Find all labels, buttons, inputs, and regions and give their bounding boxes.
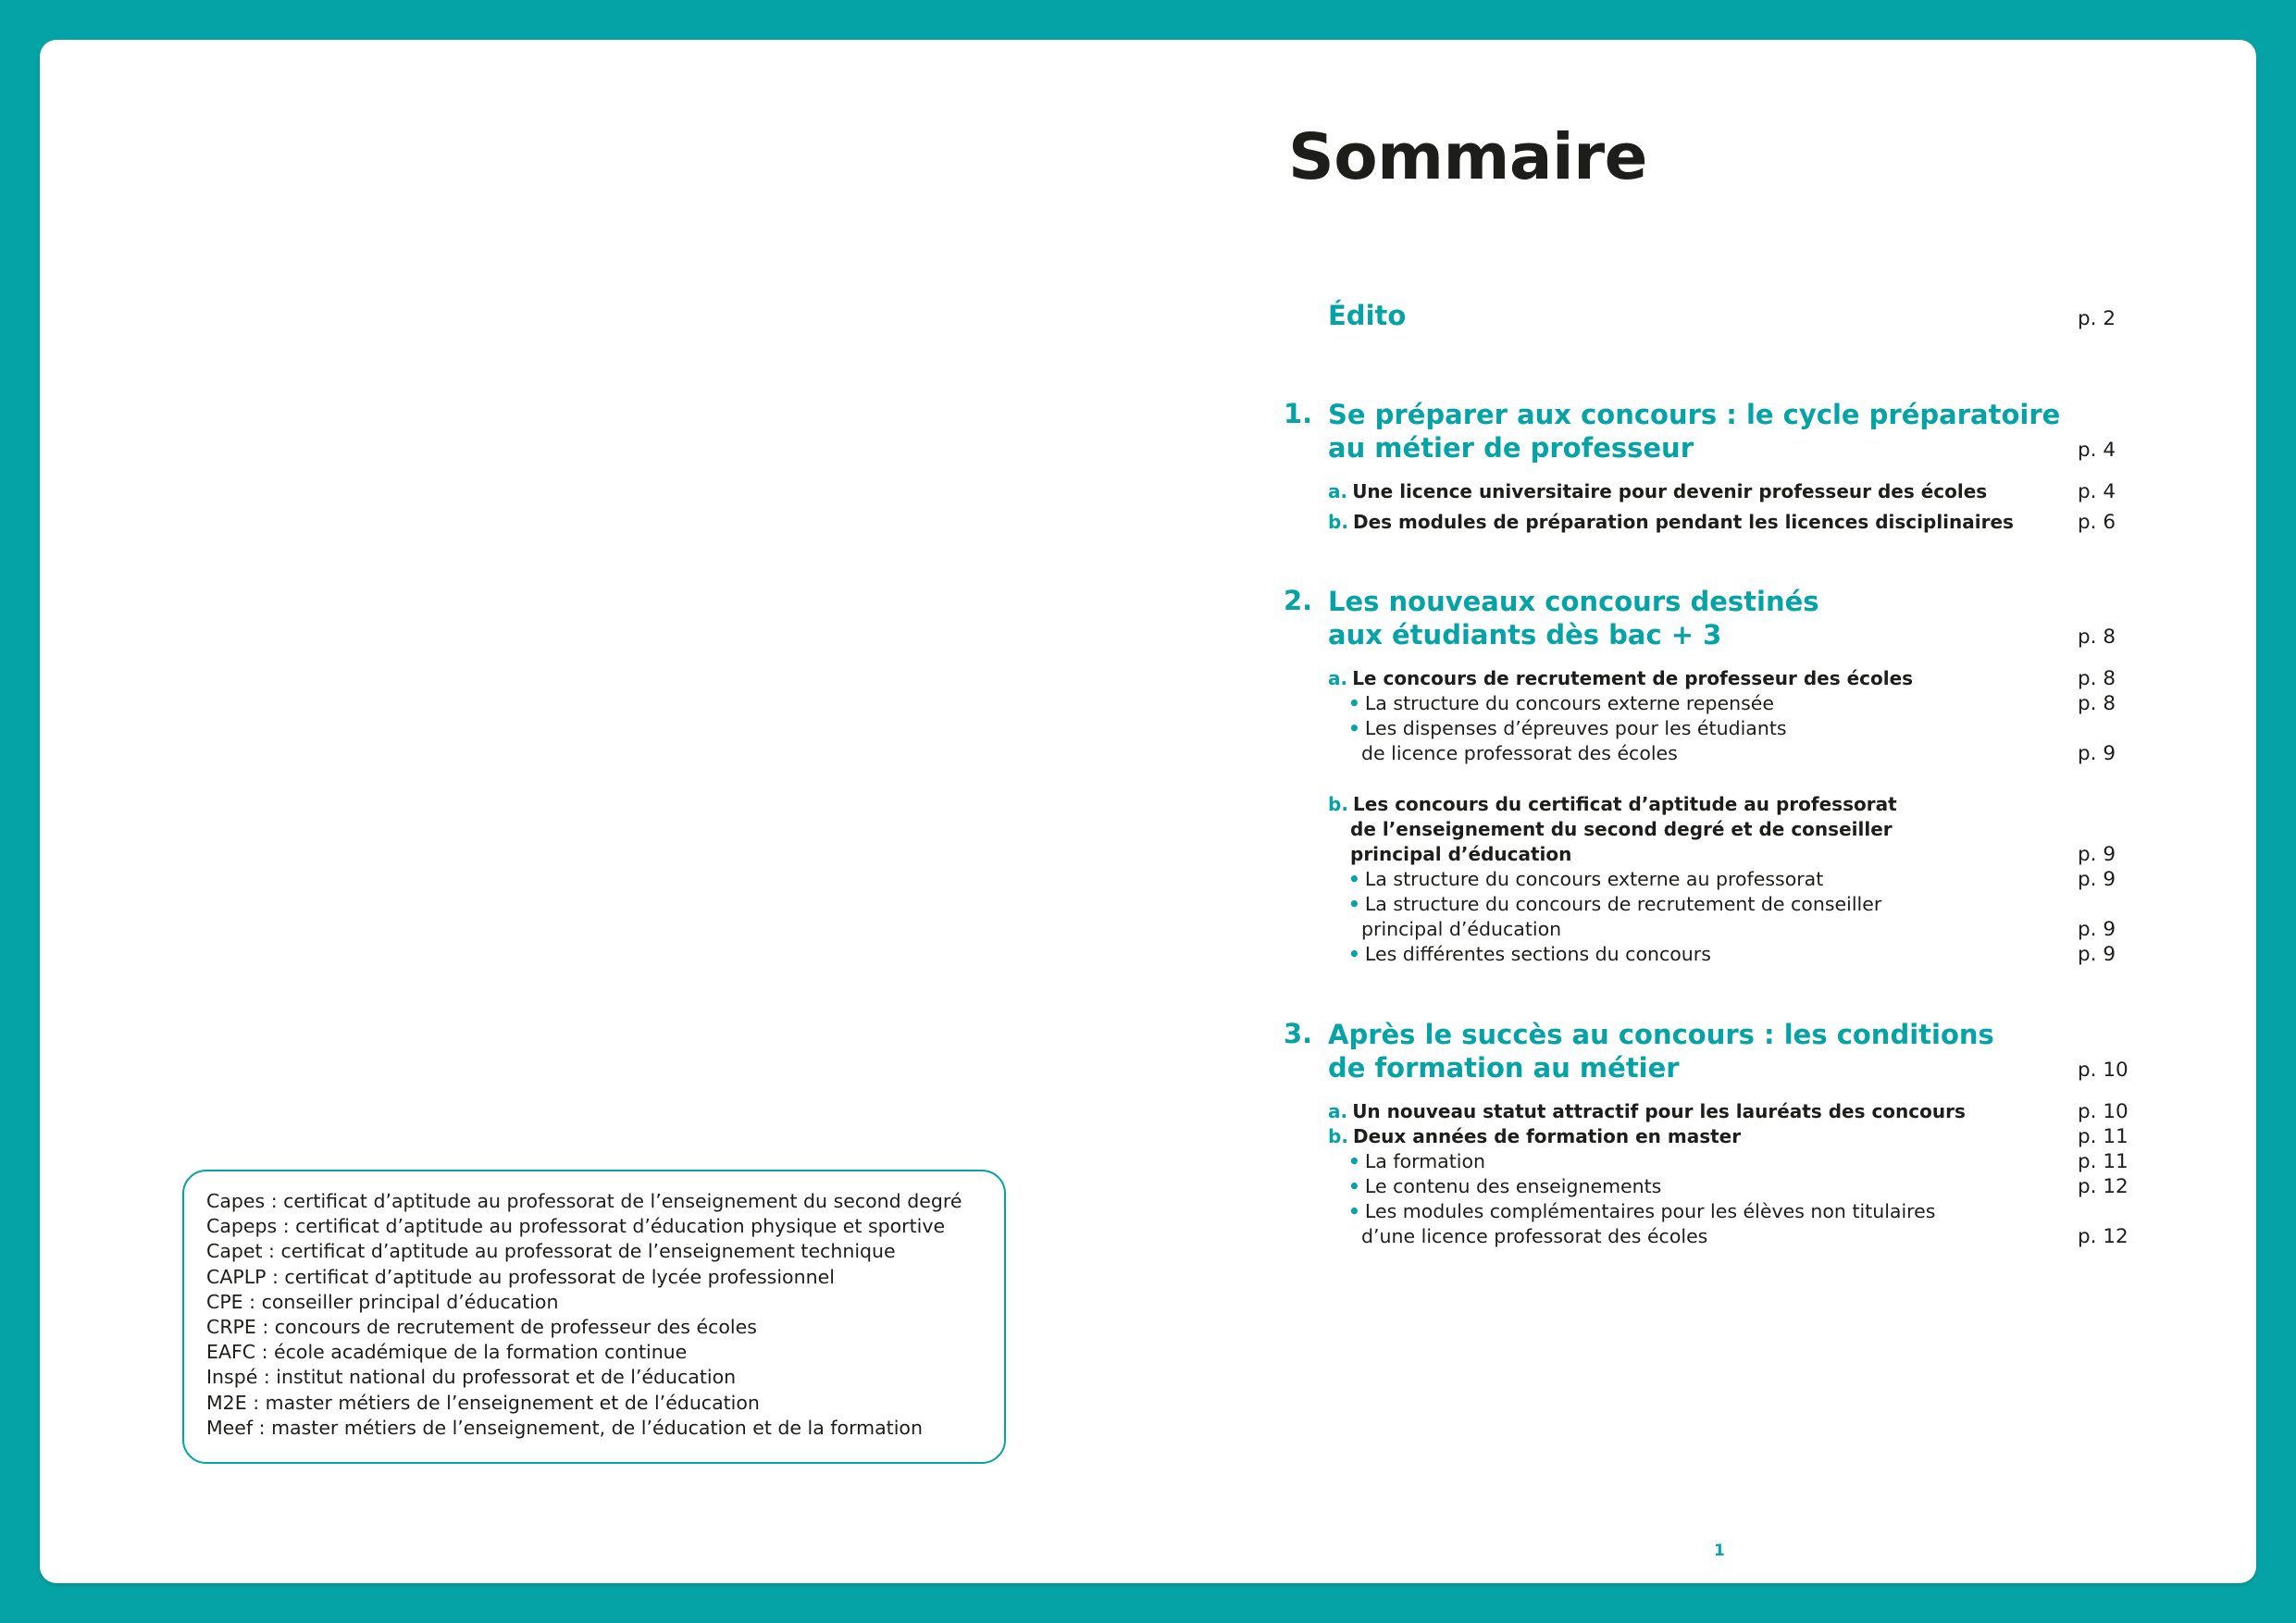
toc-entry-2b[interactable]: [1328, 793, 1897, 815]
toc-bullet-3b-3-page: p. 12: [2078, 1225, 2128, 1248]
bullet-label: Les modules complémentaires pour les élèves non titulaires: [1364, 1200, 1936, 1222]
bullet-label: Les dispenses d’épreuves pour les étudiants: [1364, 717, 1787, 739]
toc-bullet-2a-2-page: p. 9: [2078, 742, 2116, 765]
entry-label: Des modules de préparation pendant les licences disciplinaires: [1353, 511, 2014, 533]
toc-section-3-line2[interactable]: de formation au métier: [1328, 1052, 1680, 1084]
toc-section-1-line1[interactable]: Se préparer aux concours : le cycle préparatoire: [1328, 399, 2061, 430]
abbreviation-line: Meef : master métiers de l’enseignement, de l’éducation et de la formation: [206, 1416, 923, 1439]
toc-entry-1a[interactable]: [1328, 480, 1987, 502]
toc-entry-3b-page: p. 11: [2078, 1125, 2128, 1148]
bullet-label: La structure du concours externe repensée: [1364, 692, 1775, 714]
entry-label: Le concours de recrutement de professeur des écoles: [1352, 667, 1914, 689]
bullet-label-cont: d’une licence professorat des écoles: [1361, 1225, 1708, 1247]
toc-bullet-2b-3-page: p. 9: [2078, 943, 2116, 966]
entry-label: Un nouveau statut attractif pour les lauréats des concours: [1352, 1100, 1966, 1122]
toc-entry-3b[interactable]: [1328, 1125, 1741, 1147]
entry-letter: b.: [1328, 1125, 1348, 1147]
entry-letter: a.: [1328, 1100, 1348, 1122]
section-number: 1.: [1284, 398, 1313, 429]
bullet-label-cont: de licence professorat des écoles: [1361, 742, 1678, 764]
toc-section-2-line2[interactable]: aux étudiants dès bac + 3: [1328, 619, 1722, 650]
bullet-icon: •: [1348, 692, 1360, 714]
toc-bullet-2b-2-page: p. 9: [2078, 918, 2116, 941]
bullet-label: La structure du concours de recrutement de conseiller: [1364, 893, 1882, 915]
entry-label-cont: de l’enseignement du second degré et de conseiller: [1350, 818, 1893, 840]
page-number: 1: [1714, 1542, 1725, 1560]
toc-bullet-2b-1-page: p. 9: [2078, 868, 2116, 891]
toc-bullet-3b-2[interactable]: [1348, 1175, 1661, 1197]
toc-entry-1b[interactable]: [1328, 511, 2014, 533]
toc-edito-page: p. 2: [2078, 307, 2116, 330]
bullet-icon: •: [1348, 1200, 1360, 1222]
toc-entry-1a-page: p. 4: [2078, 480, 2116, 503]
bullet-label: Le contenu des enseignements: [1364, 1175, 1662, 1197]
entry-label: Les concours du certificat d’aptitude au professorat: [1353, 793, 1897, 815]
bullet-label: Les différentes sections du concours: [1364, 943, 1711, 965]
bullet-icon: •: [1348, 1175, 1360, 1197]
bullet-label-cont: principal d’éducation: [1361, 918, 1562, 940]
toc-entry-1b-page: p. 6: [2078, 511, 2116, 534]
toc-bullet-3b-2-page: p. 12: [2078, 1175, 2128, 1198]
abbreviation-line: M2E : master métiers de l’enseignement et de l’éducation: [206, 1391, 760, 1414]
toc-entry-2b-page: p. 9: [2078, 843, 2116, 866]
entry-label: Une licence universitaire pour devenir professeur des écoles: [1352, 480, 1988, 502]
abbreviation-line: Capes : certificat d’aptitude au professorat de l’enseignement du second degré: [206, 1190, 962, 1212]
abbreviations-box: [182, 1170, 1006, 1464]
toc-bullet-3b-3[interactable]: [1348, 1200, 1935, 1222]
bullet-icon: •: [1348, 893, 1360, 915]
entry-label: Deux années de formation en master: [1353, 1125, 1742, 1147]
entry-letter: b.: [1328, 793, 1348, 815]
abbreviation-line: EAFC : école académique de la formation continue: [206, 1341, 688, 1364]
toc-bullet-2b-2[interactable]: [1348, 893, 1881, 915]
entry-label-cont: principal d’éducation: [1350, 843, 1572, 865]
toc-section-1-line2[interactable]: au métier de professeur: [1328, 432, 1694, 464]
toc-edito-link[interactable]: Édito: [1328, 300, 1407, 331]
entry-letter: b.: [1328, 511, 1348, 533]
section-number: 3.: [1284, 1018, 1313, 1049]
bullet-label: La structure du concours externe au professorat: [1364, 868, 1824, 890]
toc-bullet-2a-1[interactable]: [1348, 692, 1774, 714]
toc-bullet-3b-1[interactable]: [1348, 1150, 1485, 1172]
toc-bullet-2a-1-page: p. 8: [2078, 692, 2116, 715]
bullet-label: La formation: [1364, 1150, 1486, 1172]
toc-section-3-line1[interactable]: Après le succès au concours : les conditions: [1328, 1019, 1994, 1050]
abbreviation-line: CPE : conseiller principal d’éducation: [206, 1290, 559, 1313]
toc-bullet-2b-1[interactable]: [1348, 868, 1823, 890]
entry-letter: a.: [1328, 667, 1348, 689]
section-number: 2.: [1284, 585, 1313, 616]
bullet-icon: •: [1348, 943, 1360, 965]
bullet-icon: •: [1348, 717, 1360, 739]
abbreviation-line: CRPE : concours de recrutement de professeur des écoles: [206, 1316, 757, 1339]
toc-section-1-page: p. 4: [2078, 439, 2116, 462]
toc-entry-2a[interactable]: [1328, 667, 1913, 689]
abbreviation-line: CAPLP : certificat d’aptitude au professorat de lycée professionnel: [206, 1265, 835, 1288]
abbreviation-line: Inspé : institut national du professorat et de l’éducation: [206, 1366, 737, 1389]
abbreviation-line: Capet : certificat d’aptitude au professorat de l’enseignement technique: [206, 1240, 896, 1263]
entry-letter: a.: [1328, 480, 1348, 502]
abbreviation-line: Capeps : certificat d’aptitude au professorat d’éducation physique et sportive: [206, 1215, 946, 1238]
toc-bullet-2b-3[interactable]: [1348, 943, 1711, 965]
toc-section-2-page: p. 8: [2078, 626, 2116, 649]
toc-entry-3a-page: p. 10: [2078, 1100, 2128, 1123]
page-title: Sommaire: [1288, 120, 1647, 194]
bullet-icon: •: [1348, 868, 1360, 890]
toc-bullet-2a-2[interactable]: [1348, 717, 1787, 739]
toc-section-2-line1[interactable]: Les nouveaux concours destinés: [1328, 586, 1819, 617]
toc-bullet-3b-1-page: p. 11: [2078, 1150, 2128, 1173]
bullet-icon: •: [1348, 1150, 1360, 1172]
toc-entry-2a-page: p. 8: [2078, 667, 2116, 690]
toc-entry-3a[interactable]: [1328, 1100, 1966, 1122]
toc-section-3-page: p. 10: [2078, 1059, 2128, 1082]
